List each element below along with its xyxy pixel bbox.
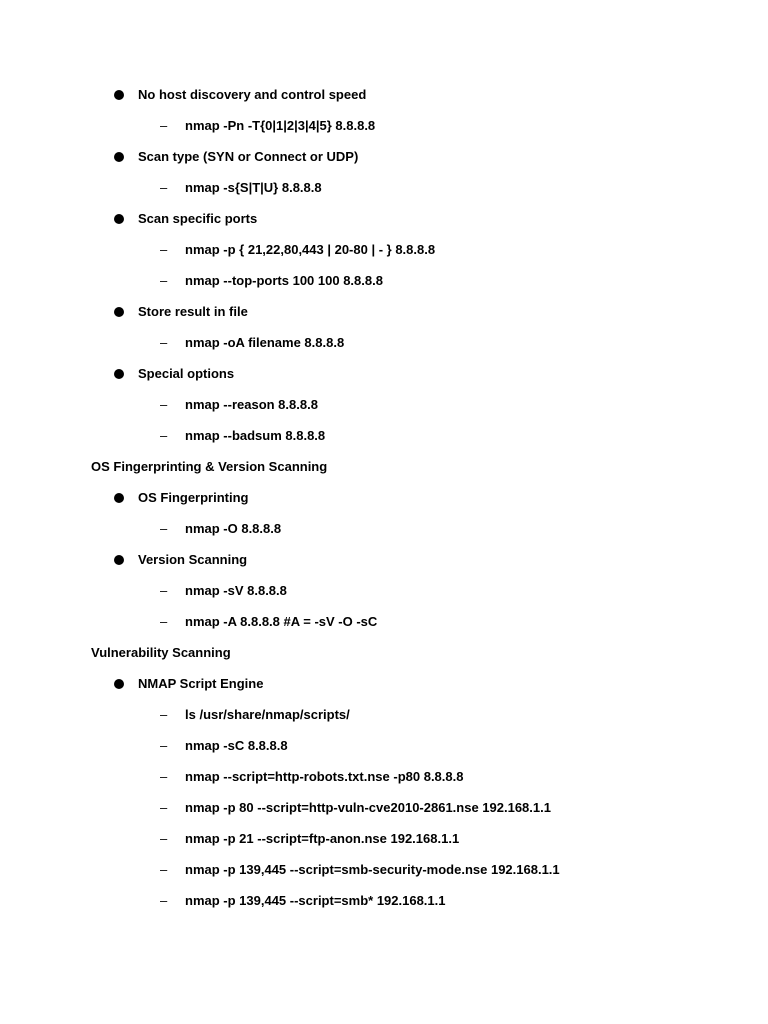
bullet-icon: [114, 214, 124, 224]
command-text: nmap -sC 8.8.8.8: [185, 738, 288, 753]
command-text: nmap -sV 8.8.8.8: [185, 583, 287, 598]
command-text: nmap -p 139,445 --script=smb-security-mode.nse 192.168.1.1: [185, 862, 560, 877]
section-heading: OS Fingerprinting & Version Scanning: [91, 459, 328, 474]
bullet-icon: [114, 555, 124, 565]
bullet-item-text: No host discovery and control speed: [138, 87, 367, 102]
command-text: nmap --top-ports 100 100 8.8.8.8: [185, 273, 383, 288]
bullet-icon: [114, 307, 124, 317]
dash-icon: –: [160, 521, 168, 536]
dash-icon: –: [160, 273, 168, 288]
dash-icon: –: [160, 707, 168, 722]
command-text: nmap -A 8.8.8.8 #A = -sV -O -sC: [185, 614, 378, 629]
bullet-icon: [114, 369, 124, 379]
command-text: ls /usr/share/nmap/scripts/: [185, 707, 350, 722]
bullet-item-text: Store result in file: [138, 304, 248, 319]
command-text: nmap -p 21 --script=ftp-anon.nse 192.168.1.1: [185, 831, 460, 846]
bullet-item-text: OS Fingerprinting: [138, 490, 249, 505]
bullet-icon: [114, 90, 124, 100]
dash-icon: –: [160, 862, 168, 877]
dash-icon: –: [160, 428, 168, 443]
dash-icon: –: [160, 118, 168, 133]
command-text: nmap --reason 8.8.8.8: [185, 397, 318, 412]
bullet-item-text: Scan specific ports: [138, 211, 258, 226]
bullet-item-text: Special options: [138, 366, 235, 381]
dash-icon: –: [160, 242, 168, 257]
dash-icon: –: [160, 738, 168, 753]
dash-icon: –: [160, 893, 168, 908]
dash-icon: –: [160, 769, 168, 784]
command-text: nmap -s{S|T|U} 8.8.8.8: [185, 180, 322, 195]
bullet-item-text: Version Scanning: [138, 552, 248, 567]
command-text: nmap --script=http-robots.txt.nse -p80 8.8.8.8: [185, 769, 464, 784]
bullet-item-text: NMAP Script Engine: [138, 676, 264, 691]
dash-icon: –: [160, 335, 168, 350]
bullet-icon: [114, 152, 124, 162]
dash-icon: –: [160, 583, 168, 598]
section-heading: Vulnerability Scanning: [91, 645, 231, 660]
command-text: nmap -p { 21,22,80,443 | 20-80 | - } 8.8.8.8: [185, 242, 436, 257]
command-text: nmap -Pn -T{0|1|2|3|4|5} 8.8.8.8: [185, 118, 376, 133]
bullet-icon: [114, 493, 124, 503]
bullet-item-text: Scan type (SYN or Connect or UDP): [138, 149, 359, 164]
command-text: nmap -oA filename 8.8.8.8: [185, 335, 345, 350]
dash-icon: –: [160, 831, 168, 846]
bullet-icon: [114, 679, 124, 689]
command-text: nmap -p 80 --script=http-vuln-cve2010-2861.nse 192.168.1.1: [185, 800, 551, 815]
dash-icon: –: [160, 180, 168, 195]
dash-icon: –: [160, 397, 168, 412]
dash-icon: –: [160, 614, 168, 629]
command-text: nmap -O 8.8.8.8: [185, 521, 282, 536]
command-text: nmap -p 139,445 --script=smb* 192.168.1.1: [185, 893, 446, 908]
command-text: nmap --badsum 8.8.8.8: [185, 428, 326, 443]
dash-icon: –: [160, 800, 168, 815]
